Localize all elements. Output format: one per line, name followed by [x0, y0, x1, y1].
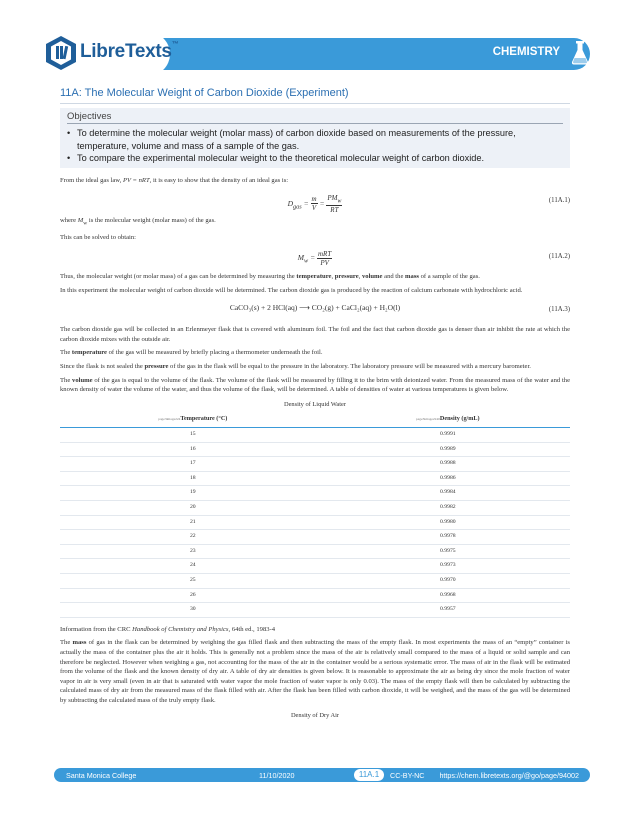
equation-11A-3: [60, 299, 570, 321]
column-header-density: [326, 412, 570, 427]
logo-text[interactable]: [80, 41, 178, 63]
objective-item: • To determine the molecular weight (molar mass) of carbon dioxide based on measurements of the pressure, temperature, volume and mass of a sample of the gas.: [67, 127, 563, 152]
density-cell: 0.9980: [326, 515, 570, 530]
footer-license[interactable]: CC-BY-NC: [390, 771, 425, 780]
paragraph-temperature: [60, 348, 570, 358]
fraction: [317, 250, 332, 267]
density-cell: 0.9973: [326, 559, 570, 574]
numerator: [326, 194, 342, 206]
objective-item: • To compare the experimental molecular weight to the theoretical molecular weight of carbon dioxide.: [67, 152, 563, 165]
fraction: [311, 195, 318, 212]
density-cell: 0.9982: [326, 501, 570, 516]
table-header-row: [60, 412, 570, 427]
denominator: RT: [330, 205, 339, 214]
text: Since the flask is not sealed the: [60, 363, 143, 371]
density-cell: 0.9989: [326, 442, 570, 457]
bold-term: pressure: [144, 363, 169, 371]
column-header-temperature: [60, 412, 326, 427]
equation-number: (11A.2): [548, 253, 570, 261]
text: of the gas in the flask will be equal to the pressure in the laboratory. The laboratory pressure will be measured with a mercury barometer.: [170, 363, 531, 371]
libretexts-logo-icon[interactable]: [44, 35, 78, 71]
footer-page-number: 11A.1: [354, 769, 384, 781]
denominator: V: [311, 204, 317, 213]
density-cell: 0.9970: [326, 573, 570, 588]
temperature-cell: 18: [60, 471, 326, 486]
paragraph-experiment: In this experiment the molecular weight of carbon dioxide will be determined. The carbon dioxide gas is produced by the reaction of calcium carbonate with hydrochloric acid.: [60, 286, 523, 294]
bold-term: temperature: [71, 349, 107, 357]
temperature-cell: 22: [60, 530, 326, 545]
table-row: [60, 515, 570, 530]
temperature-cell: 17: [60, 457, 326, 472]
logo-wordmark: LibreTexts: [80, 41, 172, 62]
bold-term: mass: [405, 273, 419, 281]
eq-subscript: w: [304, 257, 309, 265]
objectives-heading: Objectives: [67, 111, 563, 124]
italic-title: Handbook of Chemistry and Physics: [132, 625, 229, 633]
temperature-cell: 25: [60, 573, 326, 588]
temperature-cell: 23: [60, 544, 326, 559]
temperature-cell: 16: [60, 442, 326, 457]
eq-subscript: w: [83, 219, 88, 226]
text: The: [60, 376, 71, 384]
table-row: [60, 573, 570, 588]
eq-subscript: w: [337, 197, 342, 204]
density-cell: 0.9986: [326, 471, 570, 486]
paragraph-pressure: [60, 362, 570, 372]
table-row: [60, 457, 570, 472]
table-row: [60, 428, 570, 443]
table-row: [60, 544, 570, 559]
density-cell: 0.9968: [326, 588, 570, 603]
equation-number: (11A.1): [548, 196, 570, 204]
paragraph-molecular-weight: [60, 216, 570, 229]
footer-college: Santa Monica College: [66, 771, 137, 780]
article-body: [60, 172, 570, 723]
text: The: [60, 349, 71, 357]
temperature-cell: 15: [60, 428, 326, 443]
density-cell: 0.9957: [326, 603, 570, 618]
temperature-cell: 19: [60, 486, 326, 501]
page-footer: [54, 768, 590, 782]
objectives-list: [67, 127, 563, 165]
paragraph-collection: The carbon dioxide gas will be collected in an Erlenmeyer flask that is covered with aluminum foil. The foil and the fact that carbon dioxide gas is denser than air inhibit the rate at which the carbon dioxide mixes with the outside air.: [60, 326, 570, 343]
bold-term: volume: [72, 376, 93, 384]
water-table-caption: Density of Liquid Water: [283, 400, 347, 408]
eq-subscript: gas: [293, 203, 302, 211]
inline-equation: PV = nRT: [122, 177, 150, 184]
logo-trademark: ™: [171, 41, 179, 48]
bold-term: temperature: [296, 273, 332, 281]
table-row: [60, 559, 570, 574]
density-cell: 0.9975: [326, 544, 570, 559]
text: Thus, the molecular weight (or molar mass) of a gas can be determined by measuring the: [60, 273, 295, 281]
paragraph-volume: [60, 376, 570, 395]
table-row: [60, 442, 570, 457]
bold-term: volume: [361, 273, 383, 281]
density-cell: 0.9984: [326, 486, 570, 501]
text: Information from the CRC: [60, 625, 131, 633]
page-title: 11A: The Molecular Weight of Carbon Dioxide (Experiment): [60, 87, 570, 104]
subject-label[interactable]: CHEMISTRY: [492, 46, 560, 58]
eq-symbol: PM: [327, 193, 338, 202]
footer-url-link[interactable]: https://chem.libretexts.org/@go/page/94002: [439, 771, 579, 780]
header-banner: [0, 28, 630, 80]
header-label: Density (g/mL): [439, 415, 480, 423]
table-row: [60, 501, 570, 516]
objectives-box: [60, 108, 570, 168]
text: where: [60, 216, 77, 224]
footer-date: 11/10/2020: [259, 771, 295, 780]
text: The: [60, 639, 71, 647]
table-row: [60, 471, 570, 486]
eq-symbol: D: [287, 198, 294, 208]
broken-image-icon: page3image2240: [415, 417, 440, 422]
text: of gas in the flask can be determined by weighing the gas filled flask and then subtracting the mass of the empty flask. In most experiments the mass of an “empty” container is actually the mass of the container plus the air it holds. This is generally not a problem since the mass of the air is relatively small compared to the mass of a liquid or solid sample and can therefore be neglected. However when weighing a gas, not accounting for the mass of the air in the container would be a serious systematic error. The mass of air in the flask will be estimated from the volume of the flask and the known density of dry air. A table of dry air densities is given below. It is reasonable to approximate the air as being dry since the mole fraction of water vapor in air is very small (even in air that is saturated with water vapor the mole fraction of water vapor is only 0.03). The mass of the empty flask will then be calculated by subtracting the calculated mass of dry air from the measured mass of the flask filled with air. After the flask has been filled with carbon dioxide, it will be weighed, and the mass of the gas will be determined by subtracting the calculated mass of the truly empty flask.: [60, 639, 571, 704]
equation-math: $M_w$ = $\frac{\text{mRT}}{PV}$: [297, 250, 332, 268]
density-cell: 0.9978: [326, 530, 570, 545]
density-cell: 0.9988: [326, 457, 570, 472]
text: , it is easy to show that the density of an ideal gas is:: [149, 177, 289, 184]
water-density-table: [60, 412, 570, 617]
temperature-cell: 24: [60, 559, 326, 574]
flask-icon: [570, 40, 590, 66]
fraction: [326, 194, 342, 214]
bold-term: pressure: [334, 273, 359, 281]
text: From the ideal gas law,: [60, 177, 122, 184]
temperature-cell: 21: [60, 515, 326, 530]
paragraph-solved: This can be solved to obtain:: [60, 233, 136, 241]
paragraph-ideal-gas: [60, 176, 570, 186]
table-row: [60, 603, 570, 618]
paragraph-measurements: Thus, the molecular weight (or molar mass) of a gas can be determined by measuring the temperature, pressure, volume and the mass of a sample of the gas.: [60, 273, 480, 281]
paragraph-source: [60, 625, 570, 635]
denominator: PV: [320, 259, 329, 268]
text: of the gas will be measured by briefly placing a thermometer underneath the foil.: [108, 349, 323, 357]
numerator: m: [311, 195, 317, 204]
text: , 64th ed., 1983-4: [228, 625, 276, 633]
eq-symbol: M: [77, 216, 84, 224]
temperature-cell: 26: [60, 588, 326, 603]
paragraph-mass: [60, 638, 570, 705]
table-row: [60, 486, 570, 501]
equation-math: $D_{gas}$ = $\frac{m}{V}$ = $\frac{PM_w}{RT}$: [287, 193, 342, 214]
table-row: [60, 530, 570, 545]
reaction-equation: CaCO₃(s) + 2 HCl(aq) ⟶ CO₂(g) + CaCl₂(aq) + H₂O(l): [229, 303, 401, 313]
equation-11A-1: [60, 190, 570, 212]
text: is the molecular weight (molar mass) of the gas.: [88, 216, 216, 224]
text: of a sample of the gas.: [420, 273, 480, 281]
equation-11A-2: [60, 246, 570, 268]
eq-symbol: M: [297, 253, 305, 263]
temperature-cell: 30: [60, 603, 326, 618]
temperature-cell: 20: [60, 501, 326, 516]
air-table-caption: Density of Dry Air: [290, 711, 340, 719]
header-label: Temperature (°C): [180, 415, 228, 423]
table-body: [60, 428, 570, 618]
numerator: mRT: [318, 250, 332, 259]
broken-image-icon: page3image224: [158, 417, 181, 422]
text: and the: [384, 273, 404, 281]
text: of the gas is equal to the volume of the flask. The volume of the flask will be measured by filling it to the brim with deionized water. From the measured mass of the water and the known density of water the volume of the water, and thus the volume of the flask, will be determined. A table of densities of water at various temperatures is given below.: [60, 376, 570, 394]
bold-term: mass: [72, 639, 87, 647]
equation-number: (11A.3): [548, 306, 570, 314]
table-row: [60, 588, 570, 603]
density-cell: 0.9991: [326, 428, 570, 443]
